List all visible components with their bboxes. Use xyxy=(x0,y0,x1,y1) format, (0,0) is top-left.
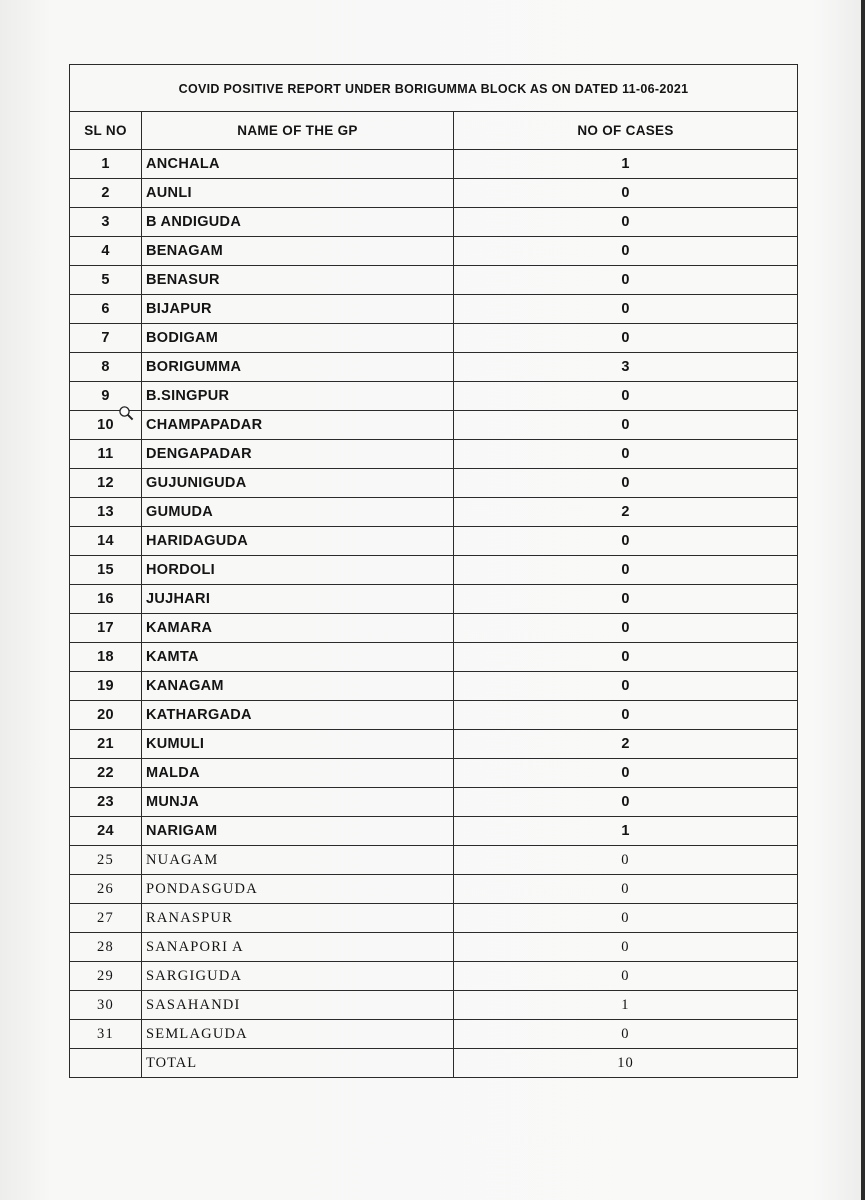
report-title: COVID POSITIVE REPORT UNDER BORIGUMMA BLOCK AS ON DATED 11-06-2021 xyxy=(70,65,798,112)
table-row xyxy=(70,469,798,498)
gp-name-cell: CHAMPAPADAR xyxy=(142,411,454,440)
cases-cell: 0 xyxy=(454,527,798,556)
cases-cell: 0 xyxy=(454,962,798,991)
cases-cell: 0 xyxy=(454,469,798,498)
cases-cell: 0 xyxy=(454,237,798,266)
sl-no-cell: 3 xyxy=(70,208,142,237)
gp-name-cell: SANAPORI A xyxy=(142,933,454,962)
sl-no-cell: 8 xyxy=(70,353,142,382)
table-row xyxy=(70,179,798,208)
table-row xyxy=(70,295,798,324)
cases-cell: 0 xyxy=(454,440,798,469)
cases-cell: 2 xyxy=(454,730,798,759)
gp-name-cell: RANASPUR xyxy=(142,904,454,933)
sl-no-cell: 16 xyxy=(70,585,142,614)
header-row xyxy=(70,112,798,150)
gp-name-cell: ANCHALA xyxy=(142,150,454,179)
sl-no-cell: 27 xyxy=(70,904,142,933)
cases-cell: 0 xyxy=(454,382,798,411)
table-row xyxy=(70,411,798,440)
gp-name-cell: KAMTA xyxy=(142,643,454,672)
table-row xyxy=(70,846,798,875)
header-no-of-cases: NO OF CASES xyxy=(454,112,798,150)
gp-name-cell: KAMARA xyxy=(142,614,454,643)
table-row xyxy=(70,933,798,962)
cases-cell: 0 xyxy=(454,614,798,643)
total-value: 10 xyxy=(454,1049,798,1078)
total-sl-cell xyxy=(70,1049,142,1078)
sl-no-cell: 31 xyxy=(70,1020,142,1049)
table-row xyxy=(70,701,798,730)
cases-cell: 1 xyxy=(454,817,798,846)
table-row xyxy=(70,991,798,1020)
total-label: TOTAL xyxy=(142,1049,454,1078)
table-row xyxy=(70,498,798,527)
cases-cell: 0 xyxy=(454,701,798,730)
gp-name-cell: PONDASGUDA xyxy=(142,875,454,904)
cases-cell: 0 xyxy=(454,295,798,324)
cases-cell: 0 xyxy=(454,846,798,875)
gp-name-cell: SEMLAGUDA xyxy=(142,1020,454,1049)
sl-no-cell: 1 xyxy=(70,150,142,179)
gp-name-cell: BENASUR xyxy=(142,266,454,295)
sl-no-cell: 29 xyxy=(70,962,142,991)
table-row xyxy=(70,962,798,991)
sl-no-cell: 11 xyxy=(70,440,142,469)
table-row xyxy=(70,672,798,701)
gp-name-cell: B.SINGPUR xyxy=(142,382,454,411)
zoom-in-cursor-icon xyxy=(118,405,134,421)
table-row xyxy=(70,150,798,179)
sl-no-cell: 17 xyxy=(70,614,142,643)
header-gp-name: NAME OF THE GP xyxy=(142,112,454,150)
gp-name-cell: B ANDIGUDA xyxy=(142,208,454,237)
cases-cell: 0 xyxy=(454,411,798,440)
table-row xyxy=(70,759,798,788)
gp-name-cell: NUAGAM xyxy=(142,846,454,875)
cases-cell: 0 xyxy=(454,904,798,933)
sl-no-cell: 14 xyxy=(70,527,142,556)
cases-cell: 2 xyxy=(454,498,798,527)
total-row xyxy=(70,1049,798,1078)
gp-name-cell: NARIGAM xyxy=(142,817,454,846)
table-row xyxy=(70,440,798,469)
table-row xyxy=(70,382,798,411)
gp-name-cell: KANAGAM xyxy=(142,672,454,701)
cases-cell: 1 xyxy=(454,991,798,1020)
sl-no-cell: 13 xyxy=(70,498,142,527)
gp-name-cell: SASAHANDI xyxy=(142,991,454,1020)
sl-no-cell: 25 xyxy=(70,846,142,875)
sl-no-cell: 20 xyxy=(70,701,142,730)
sl-no-cell: 19 xyxy=(70,672,142,701)
cases-cell: 1 xyxy=(454,150,798,179)
gp-name-cell: BENAGAM xyxy=(142,237,454,266)
sl-no-cell: 28 xyxy=(70,933,142,962)
title-row xyxy=(70,65,798,112)
gp-name-cell: AUNLI xyxy=(142,179,454,208)
table-row xyxy=(70,237,798,266)
table-row xyxy=(70,904,798,933)
sl-no-cell: 23 xyxy=(70,788,142,817)
cases-cell: 0 xyxy=(454,556,798,585)
sl-no-cell: 26 xyxy=(70,875,142,904)
table-row xyxy=(70,208,798,237)
sl-no-cell: 5 xyxy=(70,266,142,295)
gp-name-cell: DENGAPADAR xyxy=(142,440,454,469)
table-row xyxy=(70,875,798,904)
cases-cell: 0 xyxy=(454,875,798,904)
cases-cell: 0 xyxy=(454,1020,798,1049)
table-row xyxy=(70,585,798,614)
sl-no-cell: 18 xyxy=(70,643,142,672)
table-row xyxy=(70,643,798,672)
cases-cell: 0 xyxy=(454,324,798,353)
table-row xyxy=(70,614,798,643)
cases-cell: 0 xyxy=(454,179,798,208)
gp-name-cell: SARGIGUDA xyxy=(142,962,454,991)
sl-no-cell: 7 xyxy=(70,324,142,353)
gp-name-cell: GUJUNIGUDA xyxy=(142,469,454,498)
sl-no-cell: 30 xyxy=(70,991,142,1020)
gp-name-cell: BORIGUMMA xyxy=(142,353,454,382)
sl-no-cell: 10 xyxy=(70,411,142,440)
table-row xyxy=(70,788,798,817)
gp-name-cell: KATHARGADA xyxy=(142,701,454,730)
cases-cell: 0 xyxy=(454,585,798,614)
gp-name-cell: JUJHARI xyxy=(142,585,454,614)
header-sl-no: SL NO xyxy=(70,112,142,150)
gp-name-cell: HARIDAGUDA xyxy=(142,527,454,556)
cases-cell: 3 xyxy=(454,353,798,382)
cases-cell: 0 xyxy=(454,759,798,788)
gp-name-cell: GUMUDA xyxy=(142,498,454,527)
table-row xyxy=(70,324,798,353)
cases-cell: 0 xyxy=(454,788,798,817)
cases-cell: 0 xyxy=(454,643,798,672)
gp-name-cell: HORDOLI xyxy=(142,556,454,585)
table-row xyxy=(70,527,798,556)
cases-cell: 0 xyxy=(454,933,798,962)
covid-report-table xyxy=(69,64,798,1078)
table-row xyxy=(70,817,798,846)
sl-no-cell: 12 xyxy=(70,469,142,498)
cases-cell: 0 xyxy=(454,672,798,701)
sl-no-cell: 21 xyxy=(70,730,142,759)
cases-cell: 0 xyxy=(454,266,798,295)
gp-name-cell: BIJAPUR xyxy=(142,295,454,324)
sl-no-cell: 9 xyxy=(70,382,142,411)
gp-name-cell: KUMULI xyxy=(142,730,454,759)
sl-no-cell: 22 xyxy=(70,759,142,788)
sl-no-cell: 2 xyxy=(70,179,142,208)
sl-no-cell: 24 xyxy=(70,817,142,846)
table-row xyxy=(70,266,798,295)
cases-cell: 0 xyxy=(454,208,798,237)
table-row xyxy=(70,730,798,759)
scan-edge xyxy=(861,0,865,1200)
table-row xyxy=(70,556,798,585)
table-row xyxy=(70,1020,798,1049)
gp-name-cell: MUNJA xyxy=(142,788,454,817)
sl-no-cell: 4 xyxy=(70,237,142,266)
gp-name-cell: BODIGAM xyxy=(142,324,454,353)
sl-no-cell: 6 xyxy=(70,295,142,324)
table-row xyxy=(70,353,798,382)
sl-no-cell: 15 xyxy=(70,556,142,585)
gp-name-cell: MALDA xyxy=(142,759,454,788)
